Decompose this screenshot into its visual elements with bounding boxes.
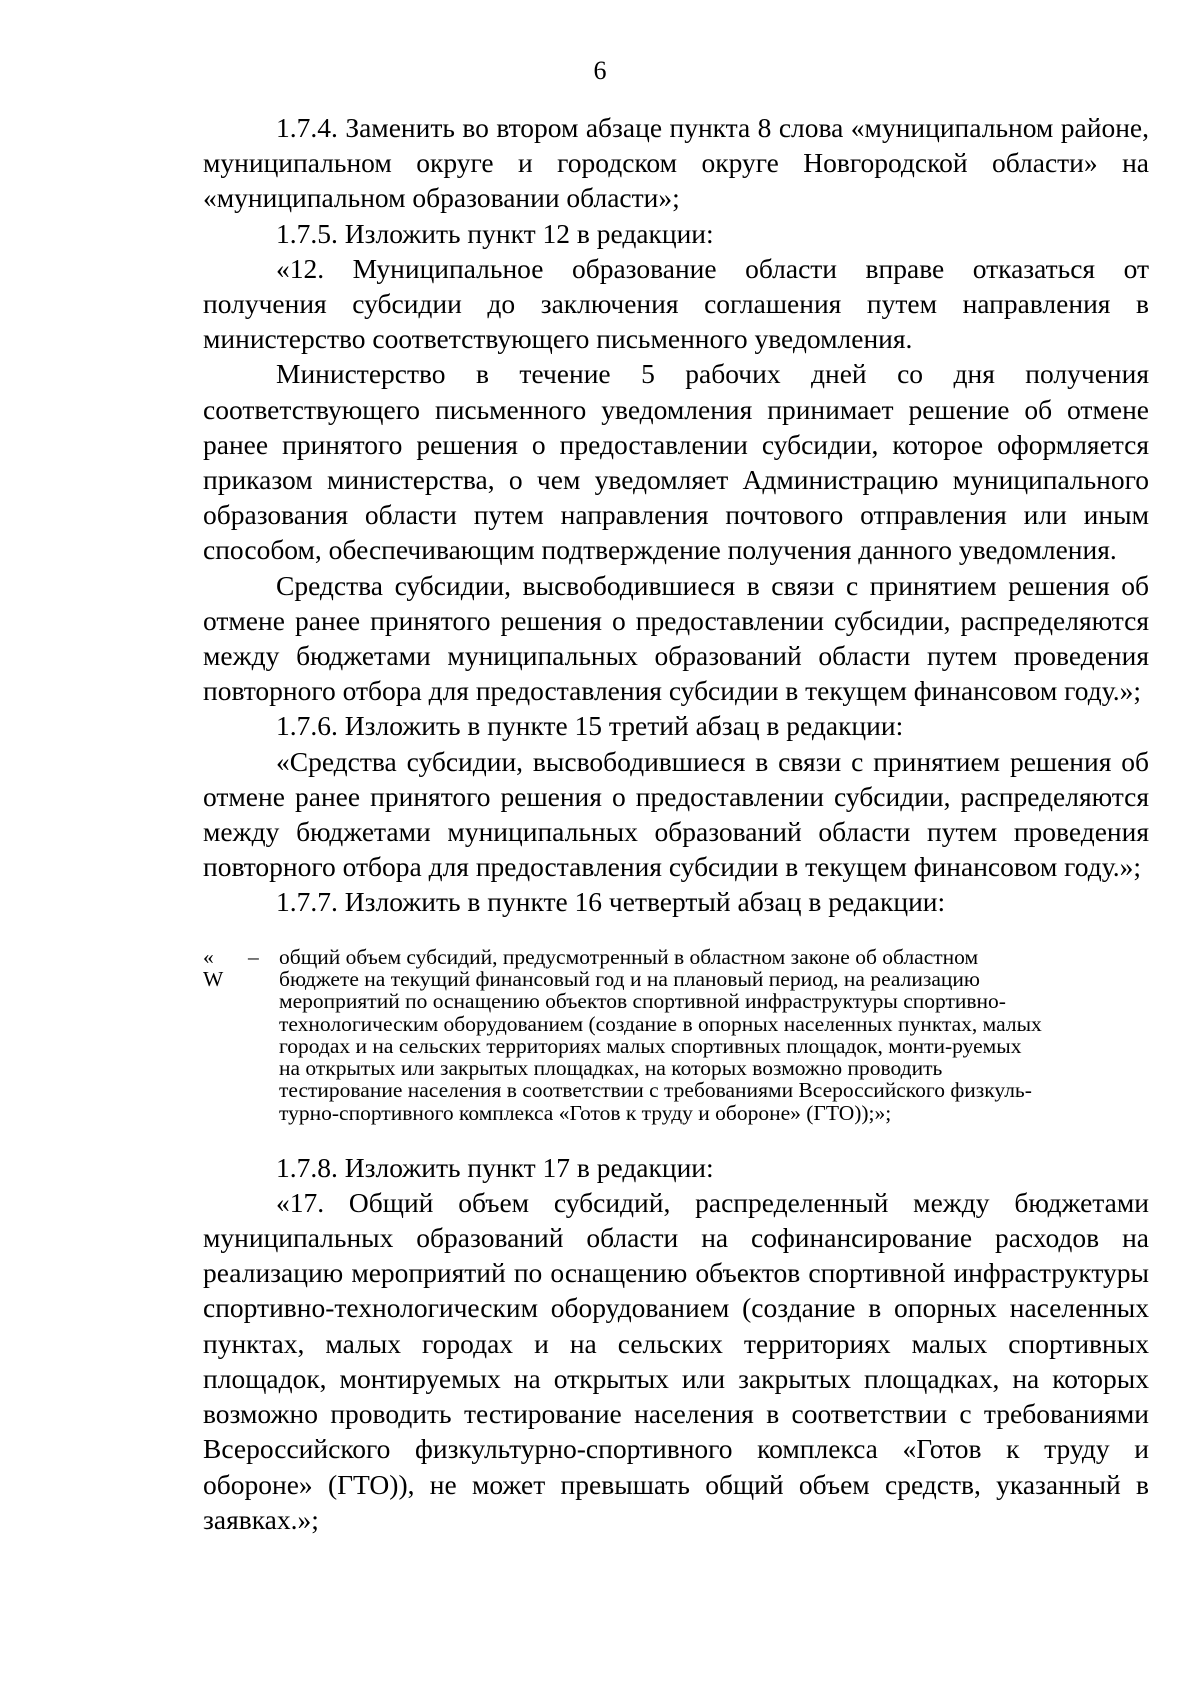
formula-dash: – bbox=[248, 944, 259, 969]
paragraph-1-7-8: 1.7.8. Изложить пункт 17 в редакции: bbox=[276, 1151, 714, 1183]
paragraph-point-15-third: «Средства субсидии, высвободившиеся в связи с принятием решения об отмене ранее принятого решения о предоставлении субсидии, распределяются между бюджетами муниципальных образований области путем проведения повторного отбора для предоставления субсидии в текущем финансовом году.»; bbox=[203, 745, 1149, 883]
definition-line: технологическим оборудованием (создание в опорных населенных пунктах, малых bbox=[279, 1011, 1042, 1036]
definition-line: общий объем субсидий, предусмотренный в областном законе об областном bbox=[279, 944, 979, 969]
page-number: 6 bbox=[593, 56, 607, 85]
definition-line: тестирование населения в соответствии с требованиями Всероссийского физкуль- bbox=[279, 1078, 1032, 1103]
paragraph-point-17: «17. Общий объем субсидий, распределенный между бюджетами муниципальных образований области на софинансирование расходов на реализацию мероприятий по оснащению объектов спортивной инфраструктуры спортивно-технологическим оборудованием (создание в опорных населенных пунктах, малых городах и на сельских территориях малых спортивных площадок, монтируемых на открытых или закрытых площадках, на которых возможно проводить тестирование населения в соответствии с требованиями Всероссийского физкультурно-спортивного комплекса «Готов к труду и обороне» (ГТО)), не может превышать общий объем средств, указанный в заявках.»; bbox=[203, 1186, 1149, 1535]
paragraph-1-7-4: 1.7.4. Заменить во втором абзаце пункта 8 слова «муниципальном районе, муниципальном округе и городском округе Новгородской области» на «муниципальном образовании области»; bbox=[203, 112, 1149, 214]
definition-line: бюджете на текущий финансовый год и на плановый период, на реализацию bbox=[279, 966, 980, 991]
definition-line: на открытых или закрытых площадках, на которых возможно проводить bbox=[279, 1056, 943, 1081]
document-body bbox=[203, 110, 1149, 1537]
paragraph-subsidy-funds: Средства субсидии, высвободившиеся в связи с принятием решения об отмене ранее принятого решения о предоставлении субсидии, распределяются между бюджетами муниципальных образований области путем проведения повторного отбора для предоставления субсидии в текущем финансовом году.»; bbox=[203, 569, 1149, 707]
formula-definition-block bbox=[203, 946, 1149, 1130]
formula-definition-text bbox=[279, 946, 1149, 1124]
definition-line: турно-спортивного комплекса «Готов к труду и обороне» (ГТО));»; bbox=[279, 1100, 892, 1125]
paragraph-point-12: «12. Муниципальное образование области вправе отказаться от получения субсидии до заключения соглашения путем направления в министерство соответствующего письменного уведомления. bbox=[203, 252, 1149, 355]
formula-variable-w: W bbox=[203, 966, 224, 991]
paragraph-ministry-decision: Министерство в течение 5 рабочих дней со дня получения соответствующего письменного уведомления принимает решение об отмене ранее принятого решения о предоставлении субсидии, которое оформляется приказом министерства, о чем уведомляет Администрацию муниципального образования области путем направления почтового отправления или иным способом, обеспечивающим подтверждение получения данного уведомления. bbox=[203, 358, 1149, 566]
definition-line: городах и на сельских территориях малых спортивных площадок, монти-руемых bbox=[279, 1033, 1022, 1058]
paragraph-1-7-5: 1.7.5. Изложить пункт 12 в редакции: bbox=[276, 217, 714, 249]
paragraph-1-7-7: 1.7.7. Изложить в пункте 16 четвертый абзац в редакции: bbox=[276, 886, 946, 918]
opening-quote-mark: « bbox=[203, 944, 214, 969]
definition-line: мероприятий по оснащению объектов спортивной инфраструктуры спортивно- bbox=[279, 989, 1006, 1014]
paragraph-1-7-6: 1.7.6. Изложить в пункте 15 третий абзац в редакции: bbox=[276, 710, 904, 742]
